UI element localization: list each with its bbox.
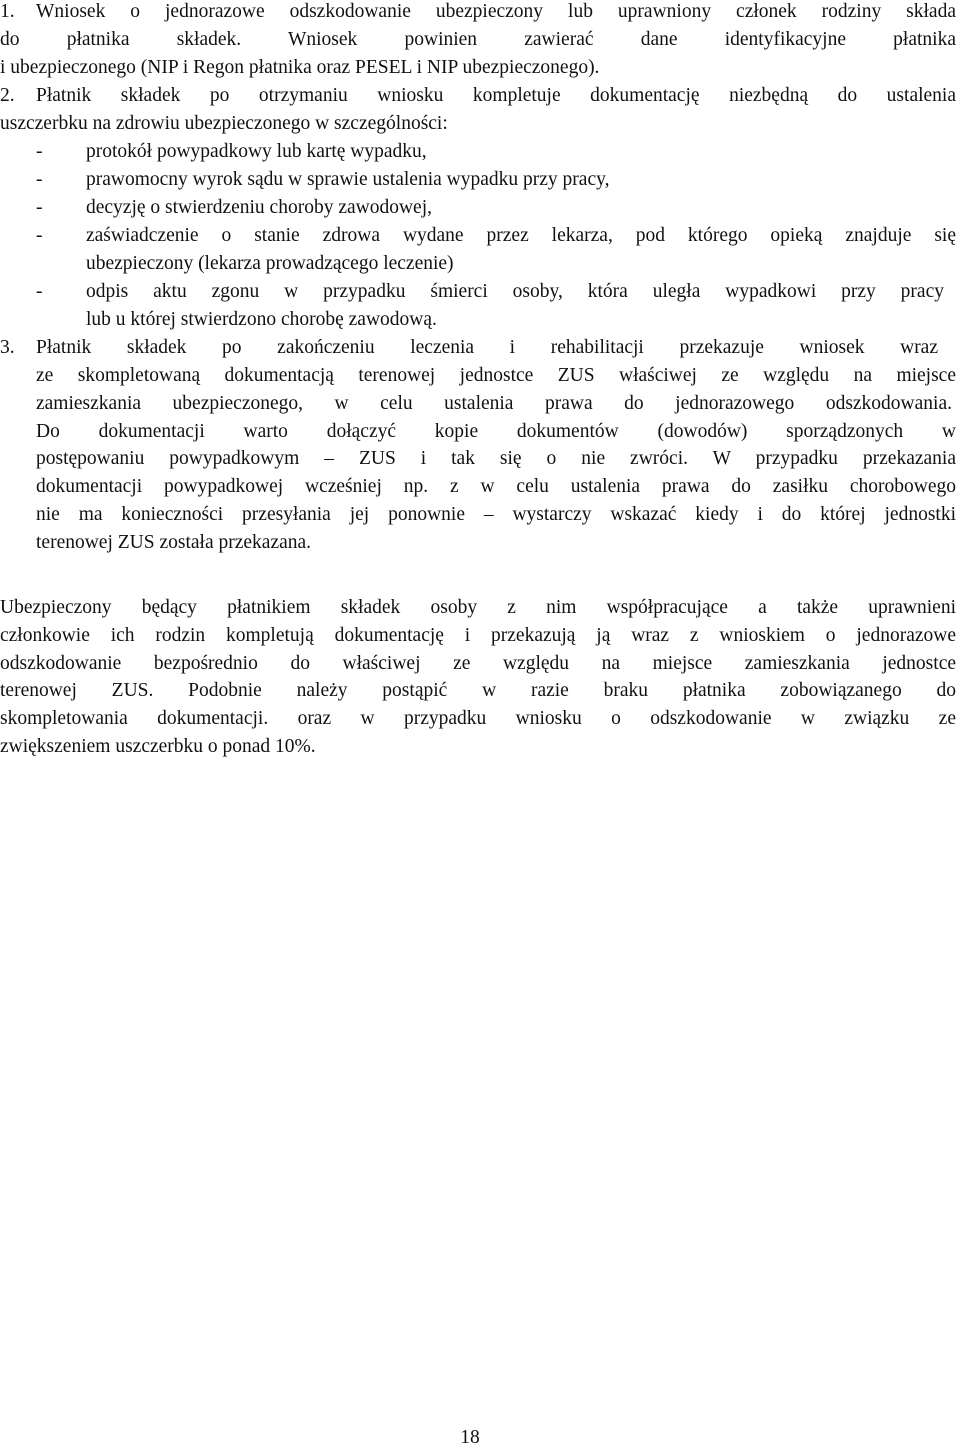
item-1-text	[0, 0, 956, 81]
text-line: odpis aktu zgonu w przypadku śmierci osoby, która uległa wypadkowi przy pracy	[86, 281, 944, 302]
text-line: ubezpieczony (lekarza prowadzącego leczenie)	[86, 252, 454, 274]
text-line: protokół powypadkowy lub kartę wypadku,	[86, 141, 427, 162]
item-2-text	[0, 82, 956, 138]
bullet-item	[86, 166, 956, 194]
text-line: Ubezpieczony będący płatnikiem składek osoby z nim współpracujące a także uprawnieni	[0, 597, 956, 618]
text-line: uszczerbku na zdrowiu ubezpieczonego w szczególności:	[0, 112, 448, 134]
text-line: terenowej ZUS. Podobnie należy postąpić w razie braku płatnika zobowiązanego do	[0, 680, 956, 702]
text-line: odszkodowanie bezpośrednio do właściwej ze względu na miejsce zamieszkania jednostce	[0, 652, 956, 674]
bullet-item	[86, 138, 956, 166]
item-number: 2.	[0, 85, 15, 106]
text-line: do płatnika składek. Wniosek powinien zawierać dane identyfikacyjne płatnika	[0, 28, 956, 50]
text-line: Płatnik składek po zakończeniu leczenia i rehabilitacji przekazuje wniosek wraz	[36, 337, 938, 358]
text-line: Wniosek o jednorazowe odszkodowanie ubezpieczony lub uprawniony członek rodziny składa	[36, 1, 956, 22]
text-line: i ubezpieczonego (NIP i Regon płatnika oraz PESEL i NIP ubezpieczonego).	[0, 56, 600, 78]
bullet-item	[86, 194, 956, 222]
text-line: lub u której stwierdzono chorobę zawodową.	[86, 308, 437, 330]
text-line: Płatnik składek po otrzymaniu wniosku kompletuje dokumentację niezbędną do ustalenia	[36, 85, 956, 106]
text-line: ze skompletowaną dokumentacją terenowej jednostce ZUS właściwej ze względu na miejsce	[36, 365, 956, 386]
text-line: decyzję o stwierdzeniu choroby zawodowej,	[86, 197, 432, 218]
text-line: zamieszkania ubezpieczonego, w celu ustalenia prawa do jednorazowego odszkodowania.	[36, 392, 952, 414]
bullet-dash: -	[36, 197, 43, 218]
bullet-dash: -	[36, 281, 43, 302]
bullet-dash: -	[36, 225, 43, 246]
text-line: terenowej ZUS została przekazana.	[36, 531, 312, 553]
item-3-text-cont	[36, 362, 956, 557]
text-line: skompletowania dokumentacji. oraz w przypadku wniosku o odszkodowanie w związku ze	[0, 708, 956, 730]
bullet-item	[86, 278, 944, 334]
closing-paragraph	[0, 594, 956, 761]
page-number: 18	[460, 1427, 480, 1448]
item-3-text	[36, 334, 938, 362]
item-number: 3.	[0, 337, 15, 358]
bullet-item	[86, 222, 956, 278]
text-line: zwiększeniem uszczerbku o ponad 10%.	[0, 735, 316, 757]
text-line: prawomocny wyrok sądu w sprawie ustalenia wypadku przy pracy,	[86, 169, 610, 190]
text-line: postępowaniu powypadkowym – ZUS i tak się o nie zwróci. W przypadku przekazania	[36, 448, 956, 470]
item-number: 1.	[0, 1, 15, 22]
text-line: zaświadczenie o stanie zdrowa wydane przez lekarza, pod którego opieką znajduje się	[86, 225, 956, 246]
text-line: nie ma konieczności przesyłania jej ponownie – wystarczy wskazać kiedy i do której jednostki	[36, 503, 956, 525]
text-line: Do dokumentacji warto dołączyć kopie dokumentów (dowodów) sporządzonych w	[36, 420, 956, 442]
text-line: dokumentacji powypadkowej wcześniej np. z w celu ustalenia prawa do zasiłku chorobowego	[36, 476, 956, 498]
text-line: członkowie ich rodzin kompletują dokumentację i przekazują ją wraz z wnioskiem o jednorazowe	[0, 624, 956, 646]
bullet-dash: -	[36, 169, 43, 190]
bullet-dash: -	[36, 141, 43, 162]
